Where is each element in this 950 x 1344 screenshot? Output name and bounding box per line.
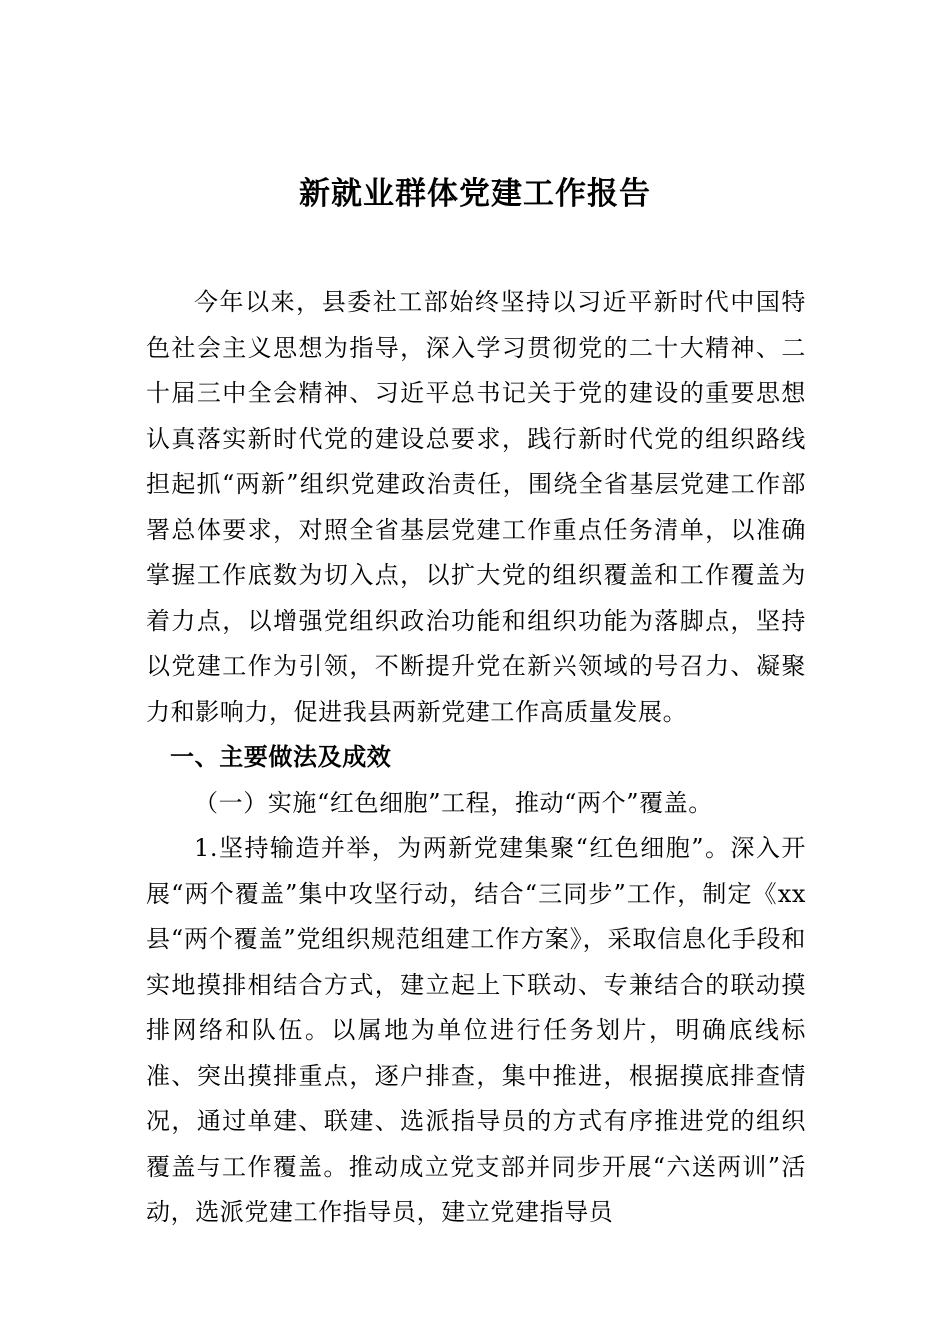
- section-heading: 一、主要做法及成效: [170, 743, 392, 771]
- item-paragraph: 1.坚持输造并举，为两新党建集聚“红色细胞”。深入开展“两个覆盖”集中攻坚行动，结合“三同步”工作，制定《xx县“两个覆盖”党组织规范组建工作方案》，采取信息化手段和实地摸排相结合方式，建立起上下联动、专兼结合的联动摸排网络和队伍。以属地为单位进行任务划片，明确底线标准、突出摸排重点，逐户排查，集中推进，根据摸底排查情况，通过单建、联建、选派指导员的方式有序推进党的组织覆盖与工作覆盖。推动成立党支部并同步开展“六送两训”活动，选派党建工作指导员，建立党建指导员: [146, 834, 806, 1226]
- document-body: [146, 280, 806, 1236]
- subsection-heading: （一）实施“红色细胞”工程，推动“两个”覆盖。: [194, 788, 713, 817]
- intro-paragraph: 今年以来，县委社工部始终坚持以习近平新时代中国特色社会主义思想为指导，深入学习贯彻党的二十大精神、二十届三中全会精神、习近平总书记关于党的建设的重要思想认真落实新时代党的建设总要求，践行新时代党的组织路线担起抓“两新”组织党建政治责任，围绕全省基层党建工作部署总体要求，对照全省基层党建工作重点任务清单，以准确掌握工作底数为切入点，以扩大党的组织覆盖和工作覆盖为着力点，以增强党组织政治功能和组织功能为落脚点，坚持以党建工作为引领，不断提升党在新兴领域的号召力、凝聚力和影响力，促进我县两新党建工作高质量发展。: [146, 288, 806, 726]
- document-title: 新就业群体党建工作报告: [299, 176, 651, 212]
